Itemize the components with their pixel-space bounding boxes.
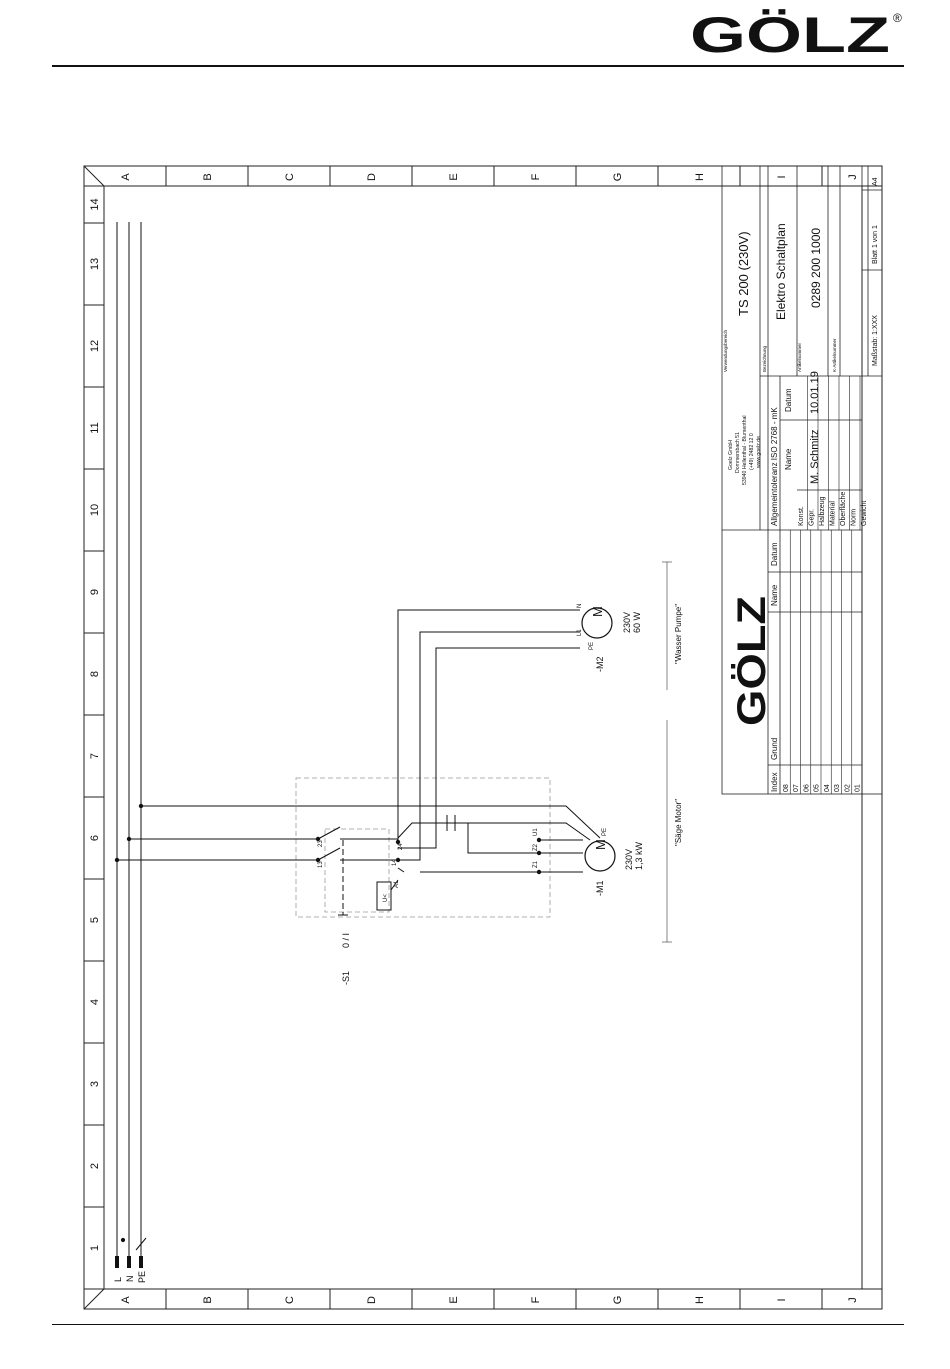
- grid-col-13: 13: [89, 257, 101, 271]
- m1-symbol: M: [593, 839, 608, 850]
- grid-row-top-B: B: [202, 173, 214, 181]
- grid-col-14: 14: [89, 198, 101, 211]
- tb-designation-label: Bezeichnung: [762, 345, 767, 372]
- annotation-saw-motor: "Säge Motor": [674, 798, 683, 846]
- grid-col-5: 5: [89, 916, 101, 924]
- m1-rating-power: 1,3 kW: [634, 841, 644, 870]
- grid-row-top-D: D: [366, 173, 378, 181]
- registered-mark: ®: [893, 11, 902, 25]
- grid-col-8: 8: [89, 670, 101, 678]
- wiring: [117, 610, 600, 915]
- m2-term-l1: L1: [577, 629, 583, 636]
- tb-brand-logo: GÖLZ: [730, 614, 774, 726]
- grid-col-4: 4: [89, 998, 101, 1006]
- tb-company-line-3: 53940 Hellenthal - Blumenthal: [742, 415, 748, 485]
- label-l: L: [113, 1276, 123, 1282]
- tb-index-row-07: 07: [793, 784, 800, 792]
- grid-col-9: 9: [89, 588, 101, 596]
- grid-row-bottom-F: F: [530, 1296, 542, 1304]
- grid-row-top-C: C: [284, 173, 296, 181]
- tb-role-0: Konst.: [798, 506, 805, 526]
- s1-t14: 14: [392, 859, 398, 866]
- tb-index-row-03: 03: [834, 784, 841, 792]
- grid-col-6: 6: [89, 834, 101, 842]
- grid-row-bottom-D: D: [366, 1296, 378, 1304]
- s1-t13: 13: [318, 861, 324, 868]
- grid-row-top-F: F: [530, 173, 542, 181]
- grid-row-top-A: A: [120, 173, 132, 181]
- m1-term-u1: U1: [533, 828, 539, 836]
- tb-checked-name: M. Schmitz: [809, 429, 821, 484]
- tb-usage-label: Verwendungsbereich: [723, 329, 728, 372]
- title-block: [722, 166, 882, 794]
- tb-checked-date: 10.01.19: [809, 371, 821, 414]
- tb-roles: [798, 492, 868, 526]
- tb-index-date-header: Datum: [770, 542, 779, 566]
- grid-row-bottom-H: H: [694, 1296, 706, 1304]
- label-pe: PE: [137, 1270, 147, 1283]
- tb-k-article-label: K-Artikelnummer: [832, 338, 837, 372]
- tb-index-row-05: 05: [813, 784, 821, 792]
- tb-name-header: Name: [784, 448, 793, 470]
- grid-row-bottom-J: J: [847, 1297, 859, 1303]
- tb-company-line-2: Dommersbach 51: [735, 432, 741, 473]
- motor-m2: [577, 604, 642, 672]
- supply-labels: [113, 1271, 147, 1283]
- grid-marks: [84, 166, 822, 1309]
- m2-ref: -M2: [595, 656, 605, 672]
- tb-scale: Maßstab: 1:XXX: [872, 315, 879, 366]
- m1-term-z1: Z1: [533, 860, 539, 868]
- s1-ta1: A1: [394, 880, 400, 888]
- tb-index-header: Index: [770, 772, 779, 792]
- tb-role-4: Oberfläche: [840, 491, 847, 526]
- grid-row-top-I: I: [776, 175, 788, 179]
- drawing-frame: [84, 166, 882, 1309]
- tb-index-row-06: 06: [803, 784, 811, 792]
- tb-role-5: Norm: [850, 508, 858, 526]
- tb-date-header: Datum: [784, 388, 793, 412]
- grid-row-bottom-B: B: [202, 1296, 214, 1304]
- tb-role-1: Gepr.: [808, 508, 816, 526]
- m1-ref: -M1: [595, 880, 605, 896]
- tb-company-line-5: www.goelz.de: [756, 435, 762, 468]
- label-n: N: [125, 1275, 135, 1282]
- grid-col-3: 3: [89, 1080, 101, 1088]
- grid-row-top-H: H: [694, 173, 706, 181]
- tb-index-row-01: 01: [854, 784, 862, 792]
- grid-row-bottom-I: I: [776, 1298, 788, 1302]
- tb-role-2: Halbzeug: [819, 496, 826, 526]
- s1-t23: 23: [318, 840, 324, 847]
- tb-role-3: Material: [829, 501, 837, 526]
- tb-company-line-4: (+49) 2482 12 0: [749, 433, 755, 470]
- tb-format: A4: [872, 177, 879, 186]
- m2-rating-power: 60 W: [632, 611, 642, 633]
- grid-row-top-G: G: [612, 172, 624, 182]
- grid-labels: [89, 173, 859, 1305]
- grid-row-bottom-C: C: [284, 1296, 296, 1304]
- tb-company-line-1: Goelz GmbH: [728, 440, 734, 470]
- grid-col-7: 7: [89, 752, 101, 760]
- annotation-water-pump: "Wasser Pumpe": [674, 603, 683, 664]
- tb-index-rows: [783, 784, 862, 792]
- s1-coil: U<: [383, 894, 389, 902]
- grid-col-2: 2: [89, 1162, 101, 1170]
- switch-s1: [318, 840, 404, 985]
- tb-article: 0289 200 1000: [809, 227, 823, 308]
- tb-product: TS 200 (230V): [736, 231, 751, 316]
- grid-col-1: 1: [89, 1244, 101, 1252]
- m2-symbol: M: [590, 606, 605, 617]
- tb-designation: Elektro Schaltplan: [774, 223, 788, 320]
- m2-term-pe: PE: [589, 641, 595, 650]
- tb-index-name-header: Name: [770, 584, 779, 606]
- m1-rating-voltage: 230V: [624, 848, 634, 870]
- header-logo-text: GÖLZ: [690, 8, 890, 60]
- m2-term-n: N: [577, 603, 583, 608]
- tb-grund-header: Grund: [770, 737, 779, 760]
- grid-col-10: 10: [89, 503, 101, 517]
- grid-row-bottom-G: G: [612, 1295, 624, 1305]
- m1-term-z2: Z2: [533, 843, 539, 851]
- s1-label: 0 / I: [341, 932, 351, 948]
- grid-row-bottom-A: A: [120, 1296, 132, 1304]
- tb-sheet: Blatt 1 von 1: [872, 225, 879, 264]
- s1-t24: 24: [398, 843, 404, 850]
- tb-article-label: Artikelnummer: [797, 342, 802, 372]
- tb-company: [728, 416, 762, 486]
- tb-index-row-08: 08: [782, 784, 790, 792]
- tb-index-row-04: 04: [823, 784, 831, 792]
- annotation-lines: [662, 562, 672, 942]
- supply-rails: [117, 222, 146, 1268]
- grid-col-12: 12: [89, 339, 101, 353]
- grid-row-bottom-E: E: [448, 1296, 460, 1304]
- tb-role-6: Gewicht: [861, 500, 868, 526]
- s1-ref: -S1: [341, 970, 351, 985]
- m1-term-pe: PE: [602, 827, 608, 836]
- m2-rating-voltage: 230V: [622, 611, 632, 633]
- grid-row-top-J: J: [847, 174, 859, 180]
- grid-col-11: 11: [89, 422, 101, 434]
- tb-index-row-02: 02: [844, 784, 852, 792]
- tb-tolerance: Allgemeintoleranz ISO 2768 - mK: [770, 407, 779, 526]
- grid-row-top-E: E: [448, 173, 460, 181]
